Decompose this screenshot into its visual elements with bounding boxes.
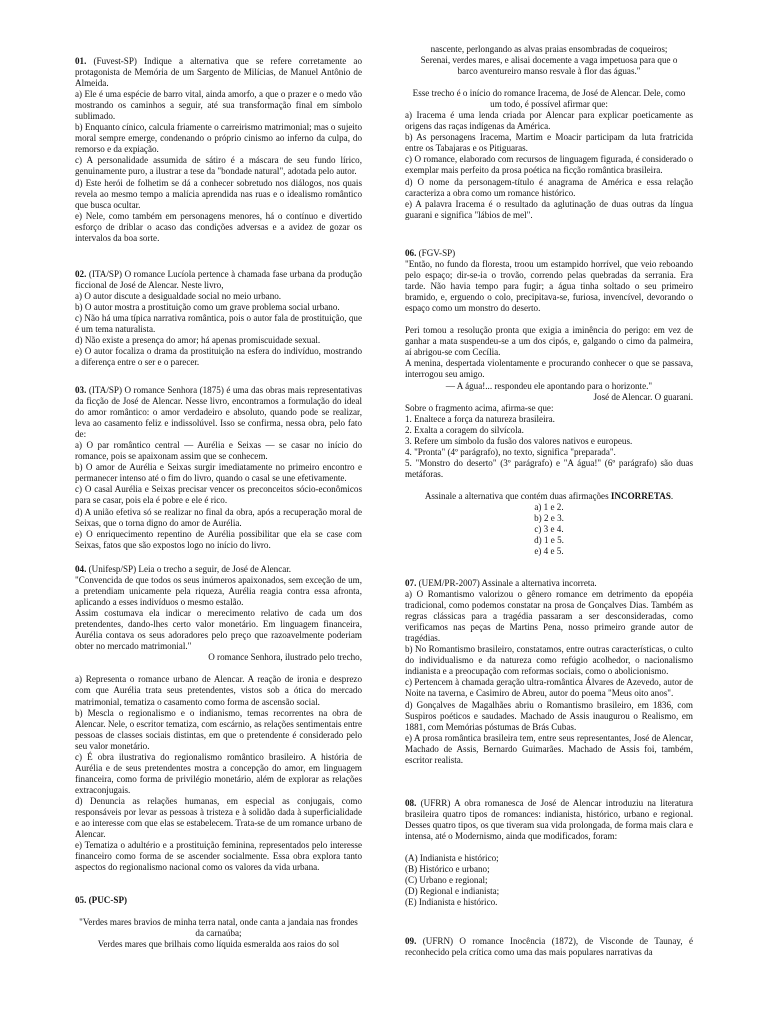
option-e: e) Tematiza o adultério e a prostituição feminina, representados pelo interesse financeiro como forma de se ascender socialmente. Essa obra explora tanto aspectos do regionalismo nacional como os valores da vida urbana.: [75, 840, 362, 873]
quote-paragraph-1: "Então, no fundo da floresta, troou um estampido horrível, que veio reboando pelo espaço; dir-se-ia o trovão, correndo pelas quebradas da serrania. Era tarde. Não havia tempo para fugir; a água tinha soltado o seu primeiro bramido, e, erguendo o colo, precipitava-se, furiosa, invencível, devorando o espaço como um monstro do deserto.: [405, 259, 693, 314]
question-number: 03.: [75, 385, 87, 395]
question-03: [75, 385, 362, 551]
question-number: 09.: [405, 936, 417, 946]
question-02: [75, 269, 362, 368]
option-a: a) O par romântico central — Aurélia e Seixas — se casar no início do romance, pois se apaixonam assim que se conhecem.: [75, 440, 362, 462]
question-stem: Sobre o fragmento acima, afirma-se que:: [405, 402, 554, 413]
verse-line-5: barco aventureiro manso resvale à flor das águas.": [457, 66, 641, 77]
question-stem: (ITA/SP) O romance Senhora (1875) é uma das obras mais representativas da ficção de José de Alencar. Nesse livro, encontramos a formulação do ideal do amor romântico: o amor verdadeiro e absoluto, quando pode se realizar, leva ao casamento feliz e indissolúvel. Isso se confirma, nessa obra, pelo fato de:: [75, 385, 362, 440]
quote-paragraph-2: Peri tomou a resolução pronta que exigia a iminência do perigo: em vez de ganhar a mata suspendeu-se a um dos cipós, e, galgando o cimo da palmeira, aí abrigou-se com Cecília.: [405, 325, 693, 358]
question-07: [405, 578, 693, 766]
option-d: d) 1 e 5.: [534, 535, 564, 546]
option-b: b) O amor de Aurélia e Seixas surgir imediatamente no primeiro encontro e permanecer intenso até o fim do livro, quando o casal se une efetivamente.: [75, 462, 362, 484]
statement-1: 1. Enaltece a força da natureza brasileira.: [405, 413, 555, 424]
option-d: d) Este herói de folhetim se dá a conhecer sobretudo nos diálogos, nos quais revela ao mesmo tempo a malícia aprendida nas ruas e o idealismo romântico que busca ocultar.: [75, 177, 362, 210]
question-stem: (Unifesp/SP) Leia o trecho a seguir, de José de Alencar.: [88, 564, 292, 574]
option-c: c) Pertencem à chamada geração ultra-romântica Álvares de Azevedo, autor de Noite na taverna, e Casimiro de Abreu, autor do poema "Meus oito anos".: [405, 677, 693, 699]
option-a: a) O Romantismo valorizou o gênero romance em detrimento da epopéia tradicional, como podemos constatar na prosa de Gonçalves Dias. Também as regras clássicas para a tragédia passaram a ser desconsideradas, como verificamos nas peças de Martins Pena, nosso primeiro grande autor de tragédias.: [405, 589, 693, 644]
option-d: d) Denuncia as relações humanas, em especial as conjugais, como responsáveis por levar as pessoas à tristeza e à solidão dada à superficialidade e ao interesse com que elas se estabelecem. Trata-se de um romance urbano de Alencar.: [75, 795, 362, 840]
option-c: c) O romance, elaborado com recursos de linguagem figurada, é considerado o exemplar mais perfeito da prosa poética na ficção romântica brasileira.: [405, 154, 693, 176]
question-stem: (Fuvest-SP) Indique a alternativa que se refere corretamente ao protagonista de Memória de um Sargento de Milícias, de Manuel Antônio de Almeida.: [75, 56, 362, 89]
quote-paragraph-4: — A água!... respondeu ele apontando para o horizonte.": [445, 380, 653, 391]
option-b: b) Mescla o regionalismo e o indianismo, temas recorrentes na obra de Alencar. Nele, o escritor tematiza, com escárnio, as relações sentimentais entre pessoas de classes sociais distintas, em que o pretendente é considerado pelo seu valor monetário.: [75, 707, 362, 751]
option-a: a) O autor discute a desigualdade social no meio urbano.: [75, 291, 282, 302]
option-a: a) Iracema é uma lenda criada por Alencar para explicar poeticamente as origens das raças indígenas da América.: [405, 110, 693, 132]
option-a: (A) Indianista e histórico;: [405, 853, 499, 864]
question-stem: (ITA/SP) O romance Lucíola pertence à chamada fase urbana da produção ficcional de José de Alencar. Neste livro,: [75, 269, 362, 291]
option-b: b) As personagens Iracema, Martim e Moacir participam da luta fratricida entre os Tabajaras e os Pitiguaras.: [405, 132, 693, 154]
quote-paragraph-1: "Convencida de que todos os seus inúmeros apaixonados, sem exceção de um, a pretendiam unicamente pela riqueza, Aurélia reagia contra essa afronta, aplicando a esses indivíduos o mesmo estalão.: [75, 575, 362, 608]
option-d: d) Gonçalves de Magalhães abriu o Romantismo brasileiro, em 1836, com Suspiros poéticos e saudades. Machado de Assis inaugurou o Realismo, em 1881, com Memórias póstumas de Brás Cubas.: [405, 699, 693, 732]
option-a: a) Ele é uma espécie de barro vital, ainda amorfo, a que o prazer e o medo vão mostrando os caminhos a seguir, até sua transformação final em símbolo sublimado.: [75, 89, 362, 122]
quote-author: José de Alencar. O guarani.: [593, 391, 693, 402]
option-c: c) Não há uma típica narrativa romântica, pois o autor fala de prostituição, que é um tema naturalista.: [75, 313, 362, 335]
question-stem: (UFRN) O romance Inocência (1872), de Visconde de Taunay, é reconhecido pela crítica como uma das mais populares narrativas da: [405, 936, 693, 958]
statement-3: 3. Refere um símbolo da fusão dos valores nativos e europeus.: [405, 435, 633, 446]
option-b: b) 2 e 3.: [534, 513, 564, 524]
question-04: [75, 564, 362, 873]
question-number: 05.: [75, 895, 87, 905]
option-d: d) O nome da personagem-título é anagrama de América e essa relação caracteriza a obra como um romance histórico.: [405, 176, 693, 198]
statement-4: 4. "Pronta" (4º parágrafo), no texto, significa "preparada".: [405, 446, 616, 457]
option-a: a) 1 e 2.: [534, 501, 564, 512]
statement-5: 5. "Monstro do deserto" (3º parágrafo) e "A água!" (6º parágrafo) são duas metáforas.: [405, 457, 693, 479]
question-number: 02.: [75, 269, 87, 279]
option-d: (D) Regional e indianista;: [405, 886, 500, 897]
option-e: e) 4 e 5.: [534, 546, 564, 557]
question-stem: Esse trecho é o início do romance Iracema, de José de Alencar. Dele, como: [412, 88, 686, 99]
question-stem: (UFRR) A obra romanesca de José de Alencar introduziu na literatura brasileira quatro tipos de romances: indianista, histórico, urbano e regional. Desses quatro tipos, os que tiveram sua vida prolongada, de forma mais clara e intensa, até o Modernismo, ainda que modificados, foram:: [405, 798, 693, 842]
question-stem-2: um todo, é possível afirmar que:: [490, 99, 608, 110]
question-05-continued: [405, 44, 693, 221]
option-c: c) A personalidade assumida de sátiro é a máscara de seu fundo lírico, genuinamente puro, a ilustrar a tese da "bondade natural", adotada pelo autor.: [75, 155, 362, 177]
question-number: 06.: [405, 248, 417, 258]
question-number: 07.: [405, 578, 417, 588]
verse-line-3: nascente, perlongando as alvas praias ensombradas de coqueiros;: [430, 44, 668, 54]
option-e: e) Nele, como também em personagens menores, há o contínuo e divertido esforço de driblar o acaso das condições adversas e a avidez de gozar os intervalos da boa sorte.: [75, 210, 362, 243]
option-d: d) Não existe a presença do amor; há apenas promiscuidade sexual.: [75, 335, 321, 346]
question-prompt: Assinale a alternativa que contém duas afirmações INCORRETAS.: [424, 490, 674, 501]
option-c: c) É obra ilustrativa do regionalismo romântico brasileiro. A história de Aurélia e de seus pretendentes mostra a concepção do amor, em linguagem financeira, como forma de privilégio monetário, além de explorar as relações extraconjugais.: [75, 751, 362, 795]
option-e: (E) Indianista e histórico.: [405, 897, 498, 908]
verse-line-4: Serenai, verdes mares, e alisai docemente a vaga impetuosa para que o: [420, 55, 678, 66]
question-08: [405, 798, 693, 908]
option-a: a) Representa o romance urbano de Alencar. A reação de ironia e desprezo com que Aurélia trata seus pretendentes, vistos sob a ótica do mercado matrimonial, tematiza o casamento como forma de ascensão social.: [75, 674, 362, 707]
option-e: e) O autor focaliza o drama da prostituição na esfera do indivíduo, mostrando a diferença entre o ser e o parecer.: [75, 346, 362, 368]
question-number: 01.: [75, 56, 87, 66]
question-number: 08.: [405, 798, 417, 808]
question-01: [75, 56, 362, 244]
question-number: 04.: [75, 564, 87, 574]
question-stem: (UEM/PR-2007) Assinale a alternativa incorreta.: [418, 578, 597, 588]
quote-paragraph-3: A menina, despertada violentamente e procurando conhecer o que se passava, interrogou seu amigo.: [405, 358, 693, 380]
option-b: b) No Romantismo brasileiro, constatamos, entre outras características, o culto do individualismo e da natureza como refúgio acolhedor, o nacionalismo indianista e a preocupação com reformas sociais, como o abolicionismo.: [405, 644, 693, 677]
quote-paragraph-2: Assim costumava ela indicar o merecimento relativo de cada um dos pretendentes, dando-lhes certo valor monetário. Em linguagem financeira, Aurélia contava os seus adoradores pelo preço que razoavelmente poderiam obter no mercado matrimonial.": [75, 608, 362, 652]
question-09: [405, 936, 693, 958]
option-c: (C) Urbano e regional;: [405, 875, 488, 886]
option-e: e) O enriquecimento repentino de Aurélia possibilitar que ela se case com Seixas, fatos que são expostos logo no início do livro.: [75, 528, 362, 550]
option-b: b) O autor mostra a prostituição como um grave problema social urbano.: [75, 302, 340, 313]
statement-2: 2. Exalta a coragem do silvícola.: [405, 424, 524, 435]
question-source: (FGV-SP): [418, 248, 456, 258]
option-c: c) 3 e 4.: [534, 524, 564, 535]
question-source: (PUC-SP): [88, 895, 128, 905]
option-e: e) A palavra Iracema é o resultado da aglutinação de duas outras da língua guarani e significa "lábios de mel".: [405, 198, 693, 220]
verse-line-1: "Verdes mares bravios de minha terra natal, onde canta a jandaia nas frondes da carnaúba;: [79, 917, 358, 939]
option-b: (B) Histórico e urbano;: [405, 864, 490, 875]
option-b: b) Enquanto cínico, calcula friamente o carreirismo matrimonial; mas o sujeito moral sempre emerge, condenando o próprio cinismo ao inferno da culpa, do remorso e da expiação.: [75, 122, 362, 155]
question-06: [405, 248, 693, 557]
option-e: e) A prosa romântica brasileira tem, entre seus representantes, José de Alencar, Machado de Assis, Bernardo Guimarães. Machado de Assis foi, também, escritor realista.: [405, 732, 693, 765]
verse-line-2: Verdes mares que brilhais como líquida esmeralda aos raios do sol: [97, 939, 340, 950]
question-prompt: O romance Senhora, ilustrado pelo trecho,: [208, 652, 362, 663]
option-c: c) O casal Aurélia e Seixas precisar vencer os preconceitos sócio-econômicos para se casar, pois ela é pobre e ele é rico.: [75, 484, 362, 506]
question-05: [75, 895, 362, 950]
option-d: d) A união efetiva só se realizar no final da obra, após a recuperação moral de Seixas, que o torna digno do amor de Aurélia.: [75, 506, 362, 528]
